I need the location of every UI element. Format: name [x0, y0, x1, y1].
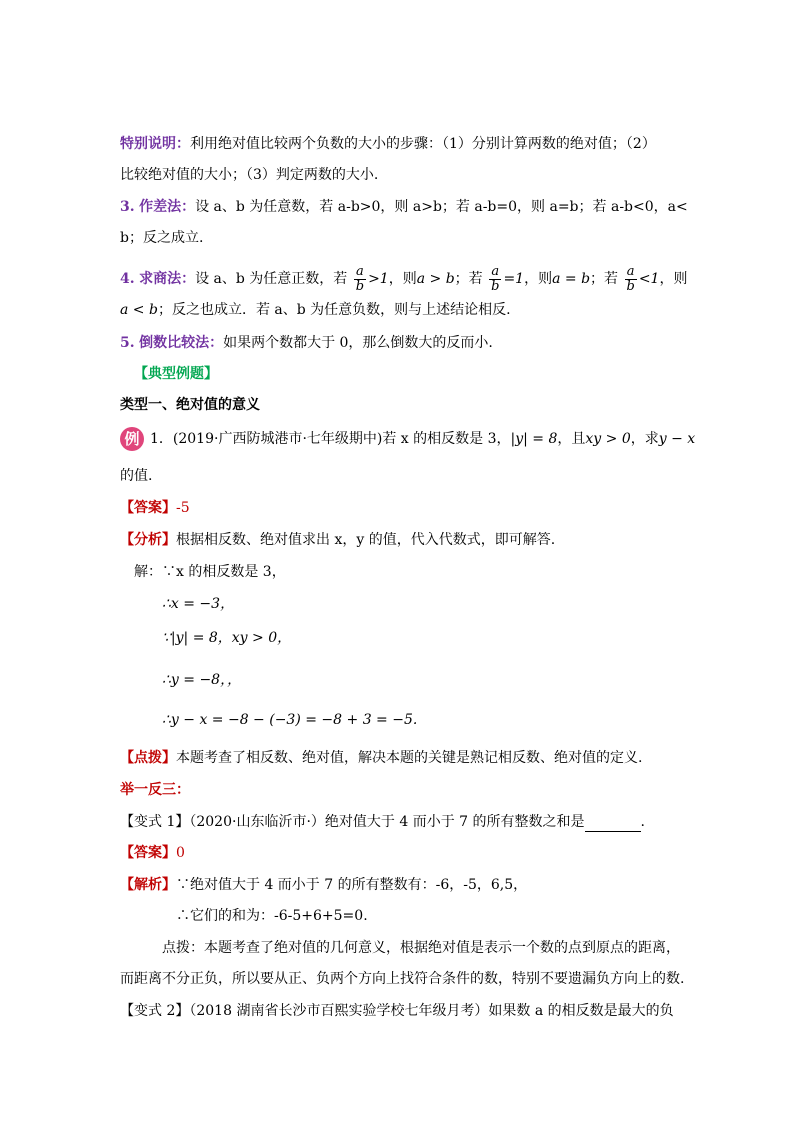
explain-2-line-1	[120, 875, 527, 895]
method-5-label: 倒数比较法：	[139, 335, 224, 351]
example-1-xy-cond: xy > 0	[585, 431, 631, 447]
special-note-line-2	[120, 165, 378, 185]
method-4-text-a: 设 a、b 为任意正数，若	[195, 271, 348, 287]
frac-den-2: b	[491, 278, 500, 294]
answer-2-value: 0	[176, 845, 185, 861]
tip-1-label: 【点拨】	[120, 750, 176, 766]
method-5-number: 5.	[120, 335, 135, 351]
method-3-line-2	[120, 228, 203, 248]
example-1-and: ，且	[557, 431, 586, 447]
method-3-text-2: b；反之成立.	[120, 230, 204, 246]
frac-num-3: a	[625, 265, 637, 280]
method-3-number: 3.	[120, 199, 135, 215]
solution-step-1: 解：∵x 的相反数是 3，	[134, 564, 286, 580]
example-1-text-2: 的值.	[120, 468, 153, 484]
special-note-line-1	[120, 134, 656, 154]
method-5-line	[120, 333, 493, 353]
example-1-ask: ，求	[630, 431, 659, 447]
cmp-eq: =1	[503, 271, 525, 287]
analysis-1	[120, 530, 555, 550]
variant-1-label: 【变式 1】	[120, 814, 190, 830]
explain-2-label: 【解析】	[120, 877, 176, 893]
type-1-title: 类型一、绝对值的意义	[120, 397, 260, 413]
example-badge-icon: 例	[120, 427, 144, 451]
method-4-result-lt: a < b	[120, 302, 158, 318]
method-3-text-1: 设 a、b 为任意数，若 a-b>0，则 a>b；若 a-b=0，则 a=b；若 a-b<0，a<	[195, 199, 688, 215]
explain-2-text-1: ∵绝对值大于 4 而小于 7 的所有整数有：-6，-5，6,5，	[176, 877, 528, 893]
solution-step-2: ∴x = −3，	[162, 596, 235, 612]
method-5-text: 如果两个数都大于 0，那么倒数大的反而小.	[223, 335, 493, 351]
solution-step-5: ∴y − x = −8 − (−3) = −8 + 3 = −5.	[162, 712, 418, 728]
solution-step-4: ∴y = −8，，	[162, 672, 242, 688]
variant-2-text: （2018 湖南省长沙市百熙实验学校七年级月考）如果数 a 的相反数是最大的负	[189, 1003, 674, 1019]
tip-2-line-1: 点拨：本题考查了绝对值的几何意义，根据绝对值是表示一个数的点到原点的距离，	[162, 940, 680, 956]
variant-1	[120, 812, 645, 832]
tip-1	[120, 748, 642, 768]
cmp-gt: >1	[368, 271, 389, 287]
answer-2-label: 【答案】	[120, 845, 176, 861]
analysis-1-text: 根据相反数、绝对值求出 x，y 的值，代入代数式，即可解答.	[176, 532, 556, 548]
method-3-line-1	[120, 197, 688, 217]
answer-1-label: 【答案】	[120, 500, 176, 516]
frac-den: b	[355, 278, 365, 294]
explain-2-line-2: ∴它们的和为：-6-5+6+5=0.	[176, 908, 368, 924]
analogy-title: 举一反三：	[120, 782, 190, 798]
method-4-label: 求商法：	[139, 271, 196, 287]
example-1-line-2	[120, 466, 152, 486]
special-note-text-2: 比较绝对值的大小；（3）判定两数的大小.	[120, 167, 379, 183]
variant-1-text: （2020·山东临沂市·）绝对值大于 4 而小于 7 的所有整数之和是	[189, 814, 585, 830]
special-note-text-1: 利用绝对值比较两个负数的大小的步骤：（1）分别计算两数的绝对值；（2）	[190, 136, 656, 152]
answer-blank[interactable]	[585, 817, 641, 832]
typical-examples-heading: 【典型例题】	[134, 366, 218, 382]
fraction-a-over-b-2	[489, 265, 501, 294]
frac-num-2: a	[489, 265, 501, 280]
method-4-text-f: ，则	[659, 271, 688, 287]
method-4-text-d: ，则	[524, 271, 553, 287]
example-1-intro: 1．(2019·广西防城港市·七年级期中)若 x 的相反数是 3，	[150, 431, 511, 447]
special-note-label: 特别说明：	[120, 136, 190, 152]
res-gt: a > b	[416, 271, 455, 287]
method-4-text-b: ，则	[388, 271, 417, 287]
answer-1	[120, 498, 190, 518]
variant-2	[120, 1001, 674, 1021]
method-4-text-e: ；若	[590, 271, 619, 287]
method-4-text-c: ；若	[454, 271, 483, 287]
example-1-expr: y − x	[658, 431, 696, 447]
cmp-lt: <1	[638, 271, 660, 287]
tip-1-text: 本题考查了相反数、绝对值，解决本题的关键是熟记相反数、绝对值的定义.	[176, 750, 643, 766]
variant-2-label: 【变式 2】	[120, 1003, 190, 1019]
answer-2	[120, 843, 185, 863]
tip-2-line-2: 而距离不分正负，所以要从正、负两个方向上找符合条件的数，特别不要遗漏负方向上的数.	[120, 971, 685, 987]
method-4-line-2	[120, 300, 511, 320]
method-4-number: 4.	[120, 271, 135, 287]
solution-step-3: ∵|y| = 8，xy > 0，	[162, 630, 292, 646]
frac-num: a	[354, 265, 366, 280]
example-1-abs-y: |y| = 8	[510, 431, 558, 447]
example-1-line-1	[120, 426, 695, 452]
method-4-text-2: ；反之也成立．若 a、b 为任意负数，则与上述结论相反.	[157, 302, 511, 318]
method-3-label: 作差法：	[139, 199, 196, 215]
frac-den-3: b	[626, 278, 635, 294]
fraction-a-over-b	[354, 265, 366, 294]
answer-1-value: -5	[176, 500, 190, 516]
method-4-line-1	[120, 262, 687, 296]
res-eq: a = b	[552, 271, 591, 287]
variant-1-end: .	[640, 814, 645, 830]
fraction-a-over-b-3	[625, 265, 637, 294]
analysis-1-label: 【分析】	[120, 532, 176, 548]
